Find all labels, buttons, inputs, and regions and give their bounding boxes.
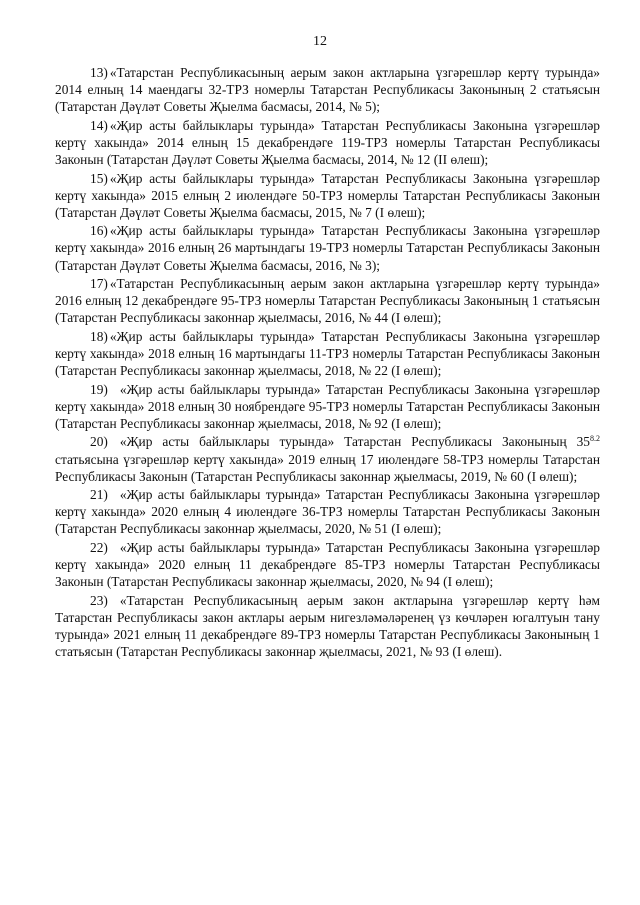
list-item — [55, 486, 600, 537]
item-text: «Җир асты байлыклары турында» Татарстан Республикасы Законына үзгәрешләр кертү хакында» 2018 елның 16 мартындагы 11-ТРЗ номерлы Татарстан Республикасы Законын (Татарстан Республикасы законнар җыелмасы, 2018, № 22 (I өлеш); — [55, 328, 600, 379]
page-number: 12 — [313, 34, 327, 49]
item-number: 14) — [90, 117, 108, 133]
item-text: «Татарстан Республикасының аерым закон актларына үзгәрешләр кертү турында» 2014 елның 14 маендагы 32-ТРЗ номерлы Татарстан Республикасы Законының 2 статьясын (Татарстан Дәүләт Советы Җыелма басмасы, 2014, № 5); — [55, 65, 600, 115]
item-text: «Татарстан Республикасының аерым закон актларына үзгәрешләр кертү турында» 2016 елның 12 декабрендәге 95-ТРЗ номерлы Татарстан Республикасы Законының 1 статьясын (Татарстан Республикасы законнар җыелмасы, 2016, № 44 (I өлеш); — [55, 276, 600, 326]
law-list — [55, 64, 600, 662]
item-number: 18) — [90, 328, 108, 344]
list-item — [55, 222, 600, 273]
item-text: «Җир асты байлыклары турында» Татарстан Республикасы Законының 35 — [119, 434, 590, 450]
item-number: 21) — [90, 487, 108, 503]
item-text: «Җир асты байлыклары турында» Татарстан Республикасы Законына үзгәрешләр кертү хакында» 2020 елның 4 июлендәге 36-ТРЗ номерлы Татарстан Республикасы Законын (Татарстан Республикасы законнар җыелмасы, 2020, № 51 (I өлеш); — [55, 487, 600, 537]
item-text: «Җир асты байлыклары турында» Татарстан Республикасы Законына үзгәрешләр кертү хакында» 2020 елның 11 декабрендәге 85-ТРЗ номерлы Татарстан Республикасы Законын (Татарстан Республикасы законнар җыелмасы, 2020, № 94 (I өлеш); — [55, 540, 600, 590]
list-item — [55, 381, 600, 432]
item-number: 17) — [90, 276, 108, 292]
item-text: «Җир асты байлыклары турында» Татарстан Республикасы Законына үзгәрешләр кертү хакында» 2016 елның 26 мартындагы 19-ТРЗ номерлы Татарстан Республикасы Законын (Татарстан Дәүләт Советы Җыелма басмасы, 2016, № 3); — [55, 223, 600, 273]
item-number: 22) — [90, 540, 108, 556]
item-number: 16) — [90, 223, 108, 239]
item-number: 13) — [90, 65, 108, 80]
list-item — [55, 64, 600, 115]
item-superscript: 8.2 — [590, 434, 600, 444]
item-text: «Җир асты байлыклары турында» Татарстан Республикасы Законына үзгәрешләр кертү хакында» 2014 елның 15 декабрендәге 119-ТРЗ номерлы Татарстан Республикасы Законын (Татарстан Дәүләт Советы Җыелма басмасы, 2014, № 12 (II өлеш); — [55, 117, 600, 167]
list-item — [55, 170, 600, 221]
item-number: 19) — [90, 381, 108, 397]
item-text-continued: статьясына үзгәрешләр кертү хакында» 2019 елның 17 июлендәге 58-ТРЗ номерлы Татарстан Республикасы Законын (Татарстан Республикасы законнар җыелмасы, 2019, № 60 (I өлеш); — [55, 451, 600, 484]
item-number: 20) — [90, 434, 108, 450]
item-number: 23) — [90, 592, 108, 608]
list-item — [55, 328, 600, 379]
list-item — [55, 592, 600, 660]
item-text: «Җир асты байлыклары турында» Татарстан Республикасы Законына үзгәрешләр кертү хакында» 2018 елның 30 ноябрендәге 95-ТРЗ номерлы Татарстан Республикасы Законын (Татарстан Республикасы законнар җыелмасы, 2018, № 92 (I өлеш); — [55, 381, 600, 431]
item-number: 15) — [90, 170, 108, 186]
list-item — [55, 275, 600, 326]
list-item — [55, 433, 600, 484]
list-item — [55, 539, 600, 590]
list-item — [55, 117, 600, 168]
item-text: «Җир асты байлыклары турында» Татарстан Республикасы Законына үзгәрешләр кертү хакында» 2015 елның 2 июлендәге 50-ТРЗ номерлы Татарстан Республикасы Законын (Татарстан Дәүләт Советы Җыелма басмасы, 2015, № 7 (I өлеш); — [55, 170, 600, 220]
item-text: «Татарстан Республикасының аерым закон актларына үзгәрешләр кертү һәм Татарстан Республикасы закон актлары аерым нигезләмәләренең үз көчләрен югалтуын тану турында» 2021 елның 11 декабрендәге 89-ТРЗ номерлы Татарстан Республикасы Законының 1 статьясын (Татарстан Республикасы законнар җыелмасы, 2021, № 93 (I өлеш). — [55, 592, 600, 660]
